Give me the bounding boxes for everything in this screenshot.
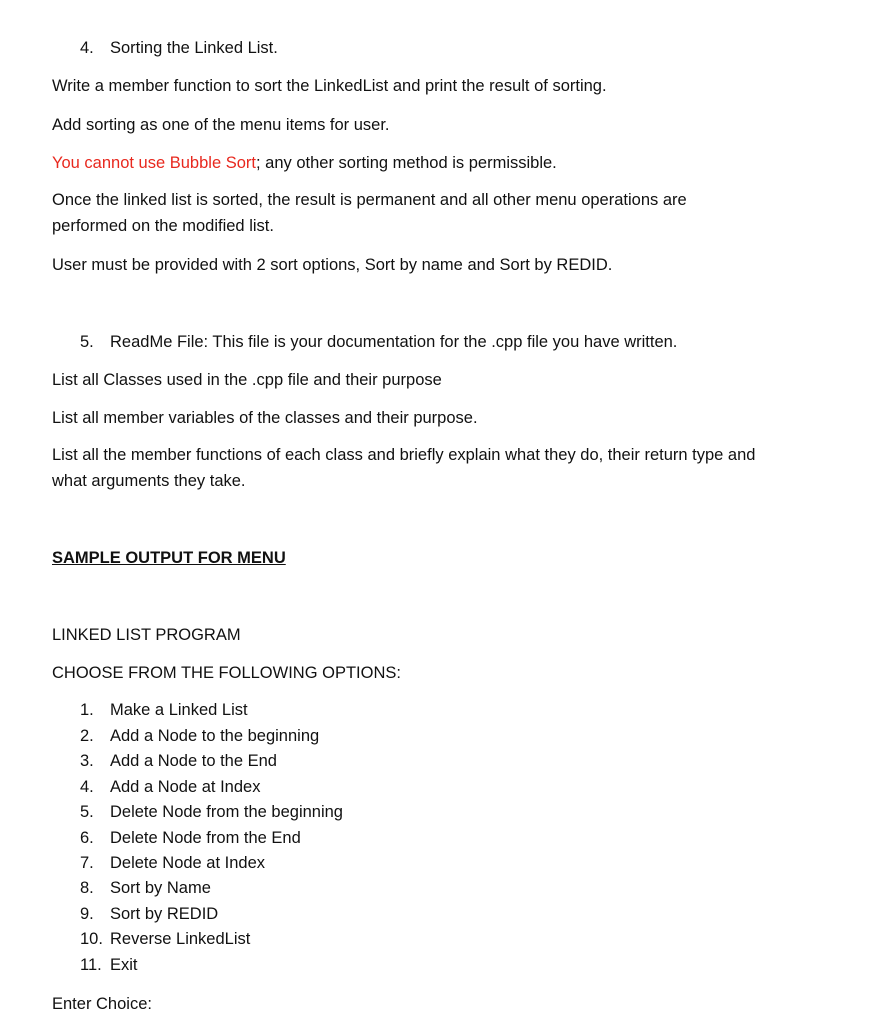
sample-output-heading: SAMPLE OUTPUT FOR MENU [52, 549, 286, 567]
menu-item: 9. Sort by REDID [80, 905, 219, 923]
section-4-heading [80, 38, 278, 58]
section-5-paragraph-3-line-2: what arguments they take. [52, 472, 246, 490]
program-title: LINKED LIST PROGRAM [52, 626, 241, 644]
enter-choice-prompt: Enter Choice: [52, 995, 152, 1013]
section-5-title: ReadMe File: This file is your documentation for the .cpp file you have written. [110, 333, 678, 351]
menu-item: 11. Exit [80, 956, 138, 974]
section-4-number: 4. [80, 39, 94, 57]
section-4-paragraph-4-line-1: Once the linked list is sorted, the result is permanent and all other menu operations are [52, 191, 687, 209]
section-5-heading [80, 332, 677, 352]
menu-item: 2. Add a Node to the beginning [80, 727, 320, 745]
section-5-paragraph-2: List all member variables of the classes and their purpose. [52, 409, 478, 427]
menu-item: 5. Delete Node from the beginning [80, 803, 343, 821]
section-4-paragraph-4-line-2: performed on the modified list. [52, 217, 274, 235]
section-4-paragraph-5: User must be provided with 2 sort options, Sort by name and Sort by REDID. [52, 256, 613, 274]
menu-item: 7. Delete Node at Index [80, 854, 266, 872]
section-4-paragraph-1: Write a member function to sort the LinkedList and print the result of sorting. [52, 77, 607, 95]
section-4-paragraph-3 [52, 153, 557, 173]
menu-item: 1. Make a Linked List [80, 701, 248, 719]
bubble-sort-warning: You cannot use Bubble Sort [52, 154, 256, 172]
menu-item: 6. Delete Node from the End [80, 829, 301, 847]
menu-item: 3. Add a Node to the End [80, 752, 277, 770]
options-prompt: CHOOSE FROM THE FOLLOWING OPTIONS: [52, 664, 401, 682]
section-5-number: 5. [80, 333, 94, 351]
menu-item: 8. Sort by Name [80, 879, 211, 897]
section-4-title: Sorting the Linked List. [110, 39, 278, 57]
section-4-paragraph-2: Add sorting as one of the menu items for user. [52, 116, 390, 134]
section-5-paragraph-3-line-1: List all the member functions of each class and briefly explain what they do, their return type and [52, 446, 756, 464]
menu-item: 4. Add a Node at Index [80, 778, 261, 796]
section-5-paragraph-1: List all Classes used in the .cpp file and their purpose [52, 371, 442, 389]
menu-item: 10. Reverse LinkedList [80, 930, 251, 948]
section-4-paragraph-3-rest: ; any other sorting method is permissible. [255, 154, 557, 172]
